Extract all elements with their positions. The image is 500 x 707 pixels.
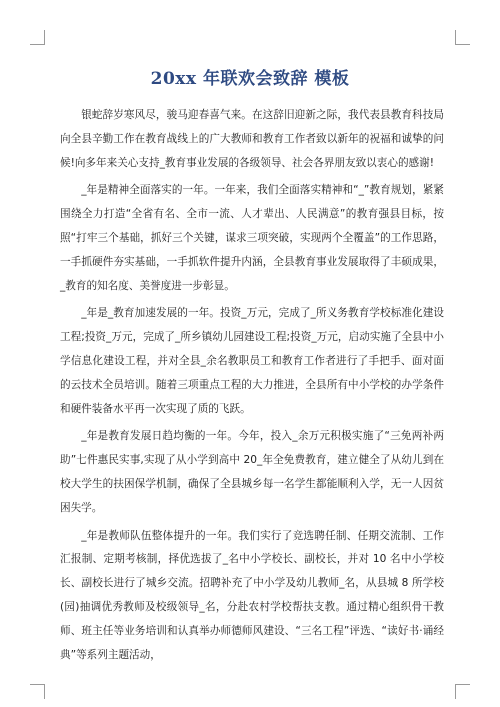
page-corner-mark-top-left — [30, 30, 45, 45]
page-corner-mark-top-right — [455, 30, 470, 45]
page-corner-mark-bottom-right — [455, 684, 470, 699]
document-title: 20xx 年联欢会致辞 模板 — [150, 69, 350, 89]
document-body — [60, 104, 444, 671]
paragraph-teacher-team: _年是教师队伍整体提升的一年。我们实行了竞选聘任制、任期交流制、工作汇报制、定期考核制，择优选拔了_名中小学校长、副校长，并对 10 名中小学校长、副校长进行了城乡交流。招聘补充了中小学及幼儿教师_名，从县城 8 所学校(园)抽调优秀教师及校级领导_名，分赴农村学校帮扶支教。通过精心组织骨干教师、班主任等业务培训和认真举办师德师风建设、“三名工程”评选、“读好书·诵经典”等系列主题活动， — [60, 529, 444, 661]
paragraph-spirit-implementation: _年是精神全面落实的一年。一年来，我们全面落实精神和“_”教育规划，紧紧围绕全力打造“全省有名、全市一流、人才辈出、人民满意”的教育强县目标，按照“打牢三个基础，抓好三个关键，谋求三项突破，实现两个全覆盖”的工作思路，一手抓硬件夯实基础，一手抓软件提升内涵，全县教育事业发展取得了丰硕成果，_教育的知名度、美誉度进一步彰显。 — [60, 184, 444, 292]
paragraph-balanced-development: _年是教育发展日趋均衡的一年。今年，投入_余万元积极实施了“三免两补两助”七件惠民实事,实现了从小学到高中 20_年全免费教育，建立健全了从幼儿到在校大学生的扶困保学机制，确保了全县城乡每一名学生都能顺利入学，无一人因贫困失学。 — [60, 430, 444, 514]
paragraph-accelerated-development: _年是_教育加速发展的一年。投资_万元，完成了_所义务教育学校标准化建设工程;投资_万元，完成了_所乡镇幼儿园建设工程;投资_万元，启动实施了全县中小学信息化建设工程，并对全县_余名教职员工和教育工作者进行了手把手、面对面的云技术全员培训。随着三项重点工程的大力推进，全县所有中小学校的办学条件和硬件装备水平再一次实现了质的飞跃。 — [60, 307, 444, 415]
page-corner-mark-bottom-left — [30, 684, 45, 699]
paragraph-greeting: 银蛇辞岁寒风尽，骏马迎春喜气来。在这辞旧迎新之际，我代表县教育科技局向全县辛勤工作在教育战线上的广大教师和教育工作者致以新年的祝福和诚挚的问候!向多年来关心支持_教育事业发展的各级领导、社会各界朋友致以衷心的感谢! — [60, 109, 444, 169]
